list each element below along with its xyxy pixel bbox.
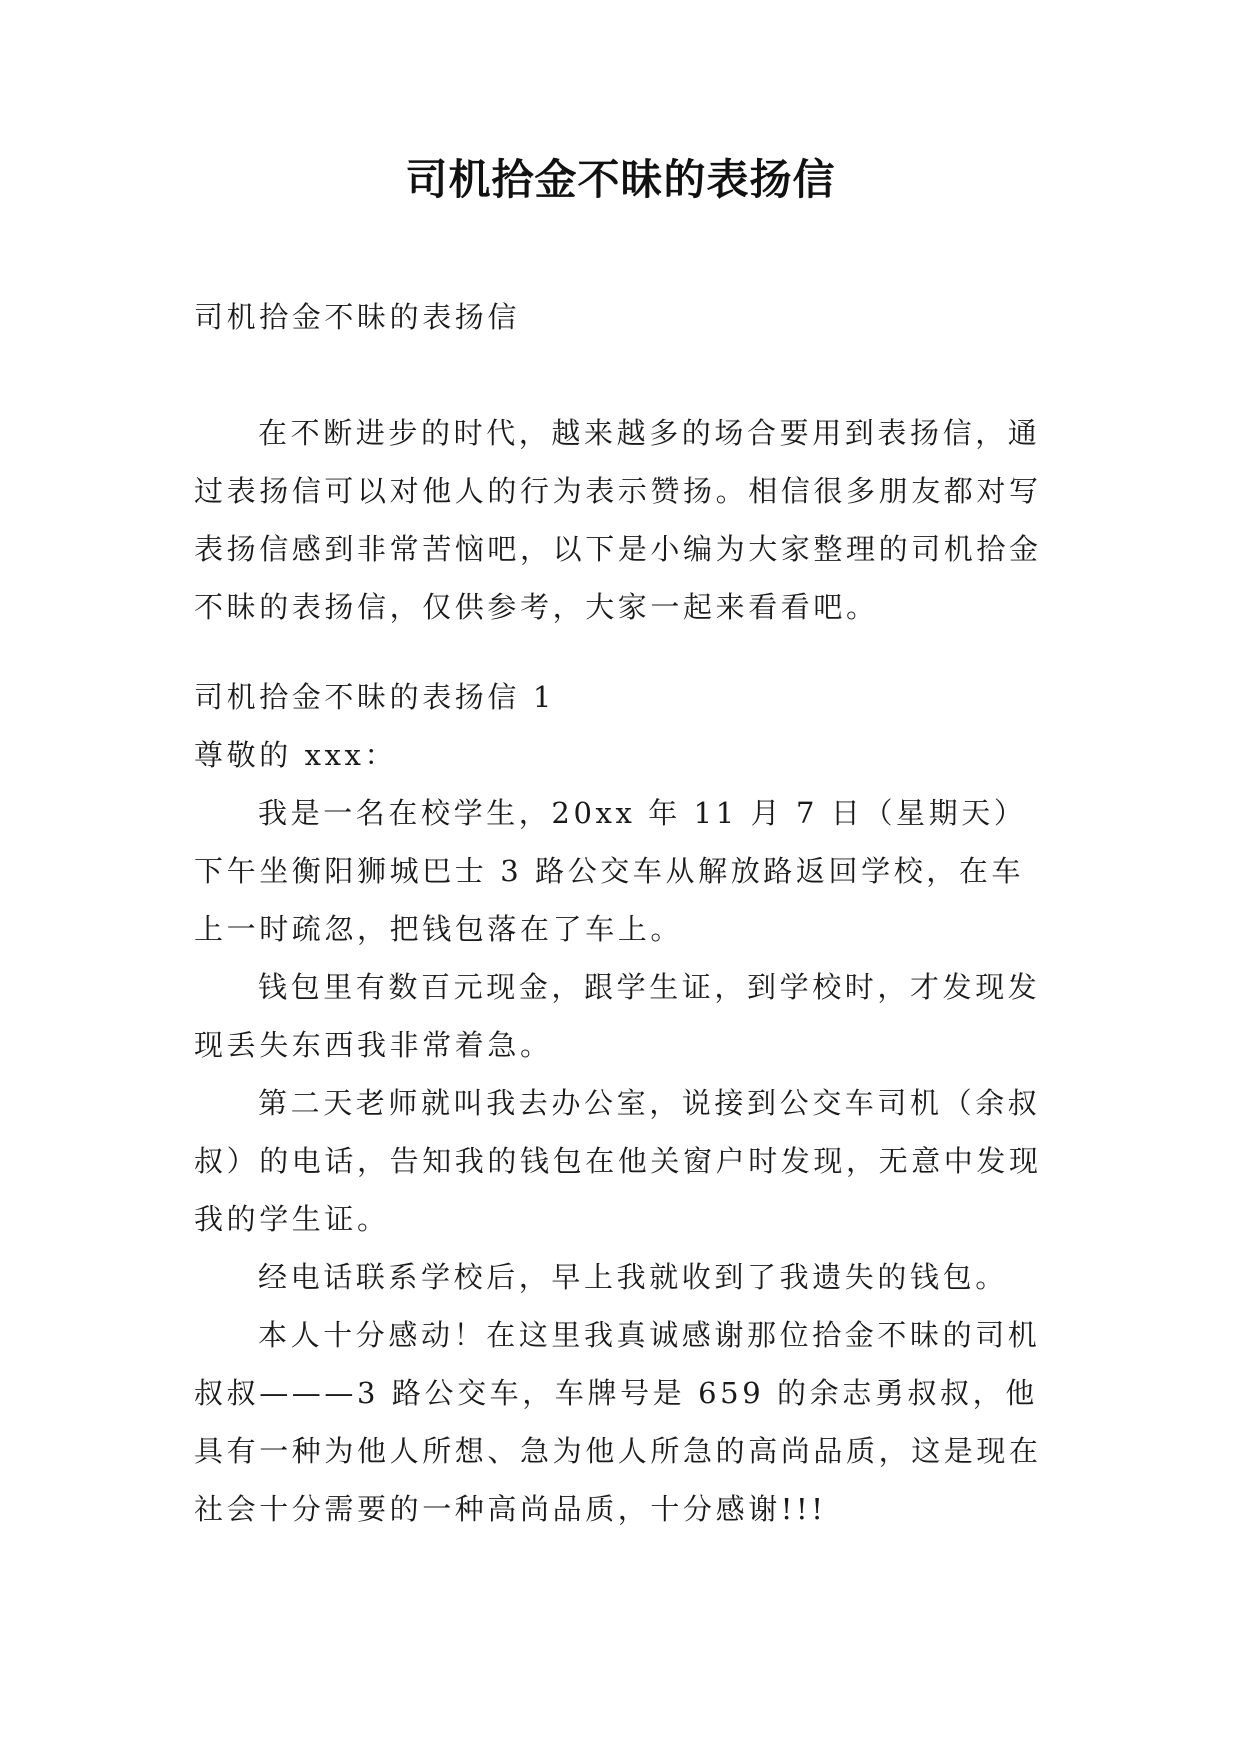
body-paragraph: 经电话联系学校后，早上我就收到了我遗失的钱包。 (258, 1260, 1008, 1294)
body-paragraph: 本人十分感动！在这里我真诚感谢那位拾金不昧的司机叔叔———3 路公交车，车牌号是 659 的余志勇叔叔，他具有一种为他人所想、急为他人所急的高尚品质，这是现在社会十分需要的一种高尚品质，十分感谢!!! (194, 1318, 1042, 1526)
body-paragraph: 钱包里有数百元现金，跟学生证，到学校时，才发现发现丢失东西我非常着急。 (194, 970, 1041, 1062)
salutation: 尊敬的 xxx： (194, 738, 398, 772)
document-body (194, 288, 1054, 1538)
section-heading: 司机拾金不昧的表扬信 1 (194, 680, 555, 714)
document-title: 司机拾金不昧的表扬信 (405, 155, 836, 204)
body-paragraph: 第二天老师就叫我去办公室，说接到公交车司机（余叔叔）的电话，告知我的钱包在他关窗户时发现，无意中发现我的学生证。 (194, 1086, 1042, 1236)
document-subtitle: 司机拾金不昧的表扬信 (194, 300, 521, 334)
body-paragraph: 我是一名在校学生，20xx 年 11 月 7 日（星期天）下午坐衡阳狮城巴士 3 路公交车从解放路返回学校，在车上一时疏忽，把钱包落在了车上。 (194, 796, 1027, 946)
intro-paragraph: 在不断进步的时代，越来越多的场合要用到表扬信，通过表扬信可以对他人的行为表示赞扬。相信很多朋友都对写表扬信感到非常苦恼吧，以下是小编为大家整理的司机拾金不昧的表扬信，仅供参考，大家一起来看看吧。 (194, 416, 1042, 624)
